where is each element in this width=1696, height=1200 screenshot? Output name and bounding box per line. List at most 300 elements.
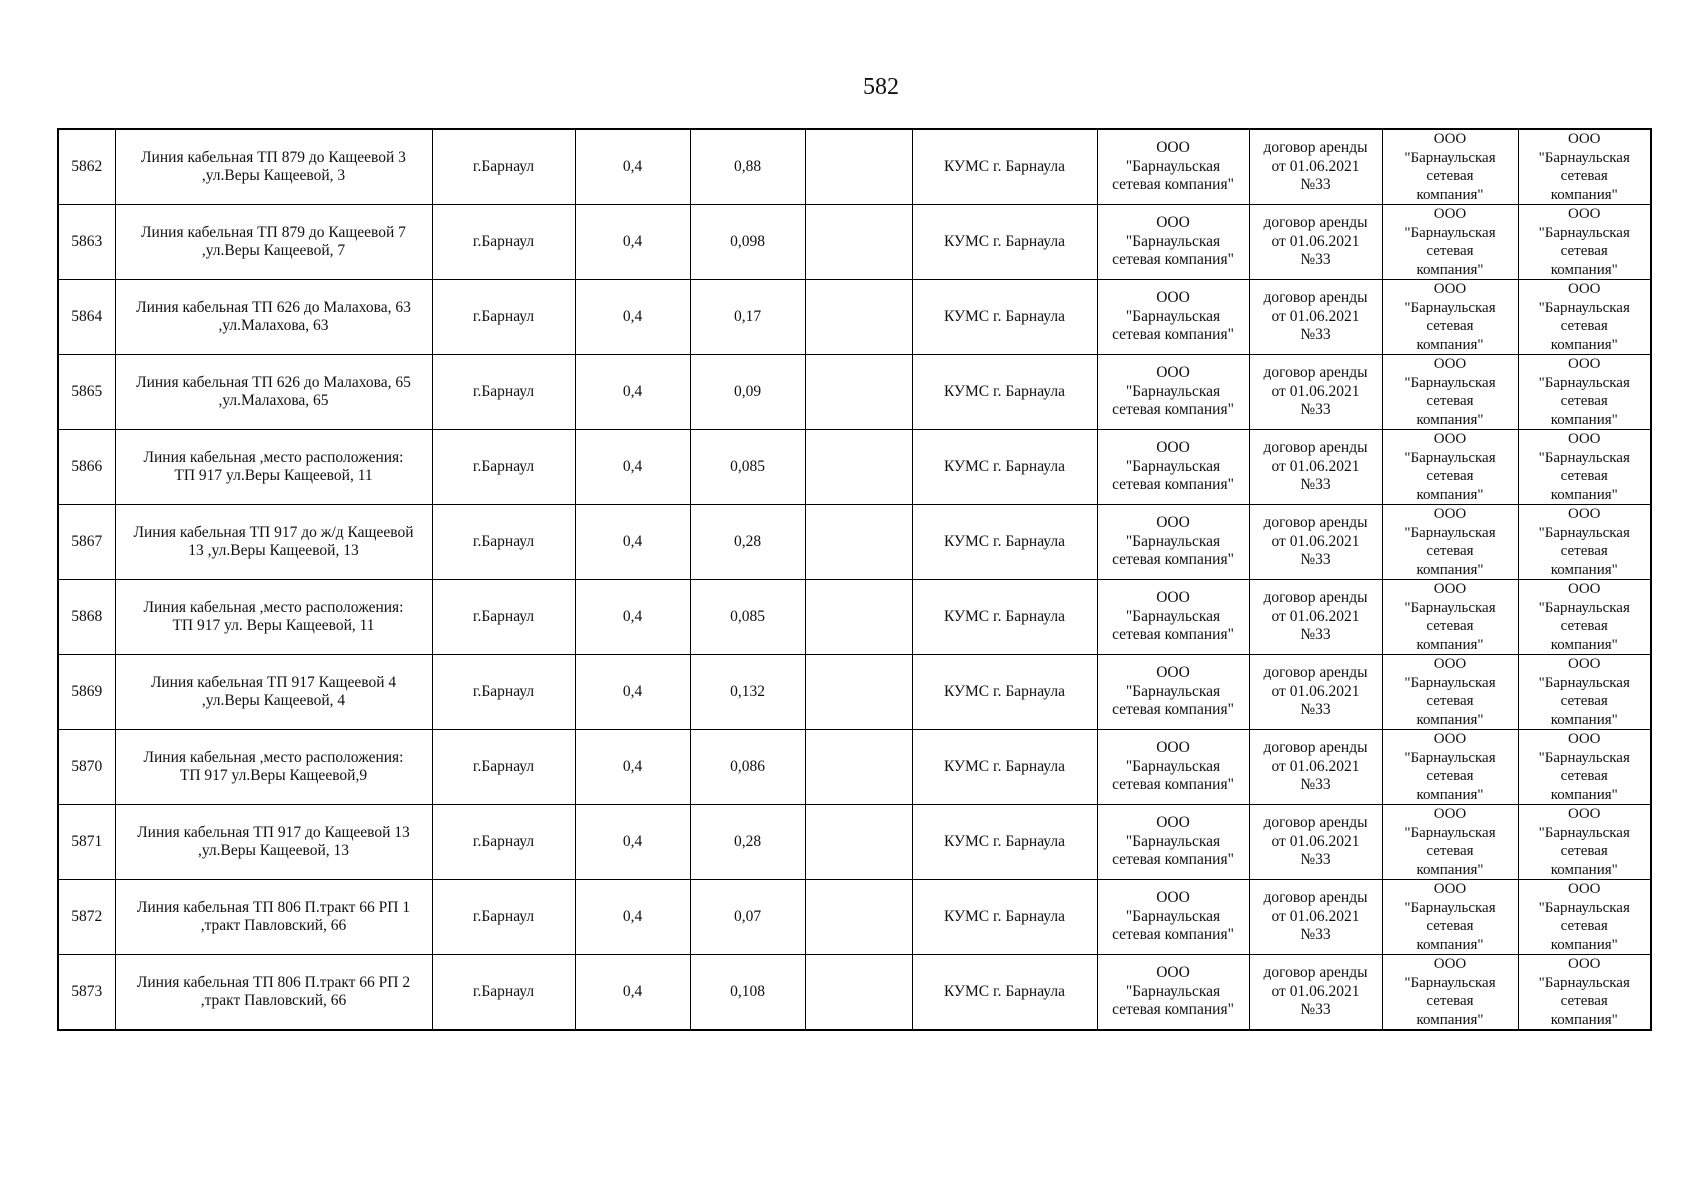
org-b-line-2: "Барнаульская: [1538, 749, 1630, 766]
length: 0,086: [730, 757, 765, 775]
length: 0,132: [730, 682, 765, 700]
city: г.Барнаул: [472, 682, 535, 700]
cell-holder: [1097, 730, 1249, 805]
cell-name: [115, 205, 432, 280]
voltage: 0,4: [622, 382, 643, 400]
table-row: [58, 655, 1651, 730]
table-row: [58, 730, 1651, 805]
cell-org-a: [1382, 355, 1518, 430]
org-b-line-4: компания": [1550, 861, 1618, 878]
org-a-line-4: компания": [1416, 861, 1484, 878]
cell-voltage: [575, 805, 690, 880]
holder-line-1: ООО: [1156, 664, 1190, 682]
cell-length: [690, 655, 805, 730]
cell-id: [58, 205, 115, 280]
cell-basis: [1249, 355, 1382, 430]
org-b-line-4: компания": [1550, 486, 1618, 503]
cell-org-a: [1382, 730, 1518, 805]
length: 0,085: [730, 607, 765, 625]
org-b-line-4: компания": [1550, 561, 1618, 578]
cell-basis: [1249, 430, 1382, 505]
cell-voltage: [575, 205, 690, 280]
name-line-1: Линия кабельная ,место расположения:: [143, 598, 404, 616]
cell-voltage: [575, 880, 690, 955]
cell-owner: [912, 355, 1097, 430]
org-a-line-4: компания": [1416, 336, 1484, 353]
basis-line-3: №33: [1300, 326, 1331, 344]
cell-extra: [805, 430, 912, 505]
holder-line-1: ООО: [1156, 964, 1190, 982]
org-a-line-2: "Барнаульская: [1404, 824, 1496, 841]
org-b-line-2: "Барнаульская: [1538, 524, 1630, 541]
org-a-line-1: ООО: [1433, 656, 1467, 672]
holder-line-1: ООО: [1156, 289, 1190, 307]
voltage: 0,4: [622, 232, 643, 250]
cell-length: [690, 805, 805, 880]
cell-owner: [912, 880, 1097, 955]
holder-line-1: ООО: [1156, 514, 1190, 532]
cell-holder: [1097, 355, 1249, 430]
city: г.Барнаул: [472, 757, 535, 775]
org-b-line-1: ООО: [1568, 956, 1601, 972]
org-b-line-1: ООО: [1568, 206, 1601, 222]
org-b-line-2: "Барнаульская: [1538, 599, 1630, 616]
name-line-1: Линия кабельная ТП 879 до Кащеевой 7: [141, 223, 406, 241]
cell-owner: [912, 730, 1097, 805]
cell-extra: [805, 505, 912, 580]
org-b-line-4: компания": [1550, 786, 1618, 803]
org-a-line-4: компания": [1416, 261, 1484, 278]
name-line-2: ,ул.Малахова, 65: [218, 392, 329, 409]
row-id: 5867: [71, 532, 103, 550]
city: г.Барнаул: [472, 982, 535, 1000]
org-a-line-4: компания": [1416, 936, 1484, 953]
row-id: 5862: [71, 157, 103, 175]
cell-voltage: [575, 355, 690, 430]
row-id: 5872: [71, 907, 103, 925]
holder-line-2: "Барнаульская: [1125, 232, 1221, 250]
cell-org-a: [1382, 430, 1518, 505]
org-a-line-1: ООО: [1433, 806, 1467, 822]
holder-line-3: сетевая компания": [1112, 176, 1234, 194]
cell-id: [58, 280, 115, 355]
register-table: [57, 128, 1652, 1031]
holder-line-1: ООО: [1156, 889, 1190, 907]
org-b-line-2: "Барнаульская: [1538, 299, 1630, 316]
org-a-line-4: компания": [1416, 636, 1484, 653]
city: г.Барнаул: [472, 532, 535, 550]
org-a-line-4: компания": [1416, 411, 1484, 428]
org-b-line-1: ООО: [1568, 881, 1601, 897]
cell-basis: [1249, 805, 1382, 880]
basis-line-2: от 01.06.2021: [1271, 682, 1360, 700]
cell-voltage: [575, 580, 690, 655]
org-a-line-4: компания": [1416, 786, 1484, 803]
basis-line-3: №33: [1300, 401, 1331, 419]
basis-line-3: №33: [1300, 701, 1331, 719]
org-b-line-4: компания": [1550, 636, 1618, 653]
row-id: 5871: [71, 832, 103, 850]
org-a-line-2: "Барнаульская: [1404, 299, 1496, 316]
name-line-1: Линия кабельная ТП 626 до Малахова, 63: [136, 298, 411, 316]
basis-line-3: №33: [1300, 851, 1331, 869]
cell-holder: [1097, 129, 1249, 205]
holder-line-3: сетевая компания": [1112, 251, 1234, 269]
city: г.Барнаул: [472, 457, 535, 475]
cell-basis: [1249, 655, 1382, 730]
basis-line-2: от 01.06.2021: [1271, 832, 1360, 850]
cell-length: [690, 205, 805, 280]
cell-name: [115, 355, 432, 430]
cell-city: [432, 205, 575, 280]
org-a-line-1: ООО: [1433, 431, 1467, 447]
cell-extra: [805, 730, 912, 805]
city: г.Барнаул: [472, 157, 535, 175]
cell-extra: [805, 955, 912, 1031]
holder-line-3: сетевая компания": [1112, 926, 1234, 944]
org-b-line-1: ООО: [1568, 806, 1601, 822]
cell-owner: [912, 129, 1097, 205]
name-line-1: Линия кабельная ТП 917 до Кащеевой 13: [137, 823, 410, 841]
org-a-line-1: ООО: [1433, 731, 1467, 747]
holder-line-3: сетевая компания": [1112, 476, 1234, 494]
holder-line-2: "Барнаульская: [1125, 832, 1221, 850]
basis-line-3: №33: [1300, 776, 1331, 794]
name-line-2: ТП 917 ул.Веры Кащеевой,9: [179, 767, 368, 784]
table-row: [58, 280, 1651, 355]
length: 0,07: [733, 907, 762, 925]
org-b-line-3: сетевая: [1560, 768, 1608, 784]
cell-owner: [912, 580, 1097, 655]
org-b-line-3: сетевая: [1560, 618, 1608, 634]
voltage: 0,4: [622, 607, 643, 625]
basis-line-2: от 01.06.2021: [1271, 982, 1360, 1000]
table-row: [58, 430, 1651, 505]
org-a-line-4: компания": [1416, 486, 1484, 503]
cell-holder: [1097, 505, 1249, 580]
owner: КУМС г. Барнаула: [944, 757, 1065, 775]
basis-line-2: от 01.06.2021: [1271, 457, 1360, 475]
org-b-line-2: "Барнаульская: [1538, 674, 1630, 691]
cell-holder: [1097, 430, 1249, 505]
owner: КУМС г. Барнаула: [944, 607, 1065, 625]
cell-basis: [1249, 955, 1382, 1031]
cell-length: [690, 505, 805, 580]
table-row: [58, 805, 1651, 880]
cell-org-b: [1518, 880, 1651, 955]
name-line-1: Линия кабельная ТП 626 до Малахова, 65: [136, 373, 411, 391]
basis-line-2: от 01.06.2021: [1271, 232, 1360, 250]
basis-line-2: от 01.06.2021: [1271, 907, 1360, 925]
cell-holder: [1097, 880, 1249, 955]
cell-org-b: [1518, 505, 1651, 580]
org-a-line-3: сетевая: [1426, 543, 1474, 559]
cell-name: [115, 655, 432, 730]
cell-org-b: [1518, 129, 1651, 205]
cell-org-b: [1518, 655, 1651, 730]
name-line-2: ТП 917 ул. Веры Кащеевой, 11: [172, 617, 375, 634]
owner: КУМС г. Барнаула: [944, 157, 1065, 175]
org-b-line-4: компания": [1550, 186, 1618, 203]
voltage: 0,4: [622, 532, 643, 550]
cell-extra: [805, 655, 912, 730]
cell-owner: [912, 280, 1097, 355]
cell-name: [115, 955, 432, 1031]
cell-holder: [1097, 955, 1249, 1031]
basis-line-2: от 01.06.2021: [1271, 532, 1360, 550]
cell-name: [115, 280, 432, 355]
org-b-line-3: сетевая: [1560, 993, 1608, 1009]
name-line-1: Линия кабельная ТП 806 П.тракт 66 РП 2: [136, 973, 411, 991]
cell-extra: [805, 205, 912, 280]
city: г.Барнаул: [472, 382, 535, 400]
basis-line-3: №33: [1300, 476, 1331, 494]
basis-line-1: договор аренды: [1263, 889, 1368, 907]
cell-org-b: [1518, 805, 1651, 880]
cell-city: [432, 129, 575, 205]
cell-id: [58, 655, 115, 730]
basis-line-2: от 01.06.2021: [1271, 607, 1360, 625]
cell-extra: [805, 880, 912, 955]
org-b-line-4: компания": [1550, 261, 1618, 278]
holder-line-2: "Барнаульская: [1125, 982, 1221, 1000]
org-a-line-2: "Барнаульская: [1404, 224, 1496, 241]
cell-org-b: [1518, 280, 1651, 355]
row-id: 5863: [71, 232, 103, 250]
cell-holder: [1097, 655, 1249, 730]
basis-line-1: договор аренды: [1263, 514, 1368, 532]
name-line-1: Линия кабельная ,место расположения:: [143, 748, 404, 766]
cell-org-a: [1382, 129, 1518, 205]
basis-line-1: договор аренды: [1263, 439, 1368, 457]
row-id: 5868: [71, 607, 103, 625]
org-b-line-1: ООО: [1568, 281, 1601, 297]
basis-line-3: №33: [1300, 1001, 1331, 1019]
cell-org-b: [1518, 355, 1651, 430]
org-a-line-4: компания": [1416, 561, 1484, 578]
basis-line-1: договор аренды: [1263, 589, 1368, 607]
cell-basis: [1249, 205, 1382, 280]
city: г.Барнаул: [472, 607, 535, 625]
basis-line-2: от 01.06.2021: [1271, 382, 1360, 400]
org-a-line-1: ООО: [1433, 356, 1467, 372]
cell-basis: [1249, 505, 1382, 580]
cell-voltage: [575, 730, 690, 805]
org-a-line-3: сетевая: [1426, 468, 1474, 484]
cell-id: [58, 580, 115, 655]
cell-city: [432, 805, 575, 880]
org-a-line-3: сетевая: [1426, 693, 1474, 709]
row-id: 5869: [71, 682, 103, 700]
cell-city: [432, 880, 575, 955]
table-row: [58, 505, 1651, 580]
holder-line-3: сетевая компания": [1112, 626, 1234, 644]
cell-owner: [912, 505, 1097, 580]
length: 0,09: [733, 382, 762, 400]
basis-line-2: от 01.06.2021: [1271, 757, 1360, 775]
cell-voltage: [575, 655, 690, 730]
basis-line-3: №33: [1300, 176, 1331, 194]
cell-id: [58, 730, 115, 805]
org-a-line-1: ООО: [1433, 131, 1467, 147]
voltage: 0,4: [622, 457, 643, 475]
cell-extra: [805, 805, 912, 880]
cell-city: [432, 730, 575, 805]
org-a-line-1: ООО: [1433, 581, 1467, 597]
org-b-line-2: "Барнаульская: [1538, 449, 1630, 466]
owner: КУМС г. Барнаула: [944, 682, 1065, 700]
cell-voltage: [575, 430, 690, 505]
voltage: 0,4: [622, 682, 643, 700]
basis-line-1: договор аренды: [1263, 214, 1368, 232]
cell-org-a: [1382, 580, 1518, 655]
org-b-line-2: "Барнаульская: [1538, 899, 1630, 916]
cell-length: [690, 280, 805, 355]
cell-id: [58, 355, 115, 430]
page-number: 582: [863, 74, 899, 100]
cell-extra: [805, 355, 912, 430]
basis-line-3: №33: [1300, 626, 1331, 644]
cell-org-a: [1382, 880, 1518, 955]
table-row: [58, 580, 1651, 655]
org-a-line-2: "Барнаульская: [1404, 374, 1496, 391]
holder-line-2: "Барнаульская: [1125, 757, 1221, 775]
basis-line-1: договор аренды: [1263, 664, 1368, 682]
cell-id: [58, 955, 115, 1031]
cell-owner: [912, 430, 1097, 505]
table-row: [58, 129, 1651, 205]
holder-line-1: ООО: [1156, 814, 1190, 832]
cell-org-a: [1382, 205, 1518, 280]
holder-line-1: ООО: [1156, 364, 1190, 382]
owner: КУМС г. Барнаула: [944, 532, 1065, 550]
holder-line-1: ООО: [1156, 589, 1190, 607]
org-a-line-3: сетевая: [1426, 393, 1474, 409]
owner: КУМС г. Барнаула: [944, 907, 1065, 925]
org-b-line-1: ООО: [1568, 131, 1601, 147]
holder-line-2: "Барнаульская: [1125, 307, 1221, 325]
city: г.Барнаул: [472, 232, 535, 250]
org-a-line-4: компания": [1416, 1011, 1484, 1028]
holder-line-3: сетевая компания": [1112, 851, 1234, 869]
table-body: [58, 129, 1651, 1030]
name-line-2: ,ул.Веры Кащеевой, 13: [197, 842, 350, 859]
holder-line-2: "Барнаульская: [1125, 157, 1221, 175]
org-b-line-1: ООО: [1568, 731, 1601, 747]
holder-line-2: "Барнаульская: [1125, 532, 1221, 550]
org-b-line-2: "Барнаульская: [1538, 824, 1630, 841]
holder-line-2: "Барнаульская: [1125, 907, 1221, 925]
holder-line-2: "Барнаульская: [1125, 382, 1221, 400]
voltage: 0,4: [622, 907, 643, 925]
cell-owner: [912, 655, 1097, 730]
org-b-line-2: "Барнаульская: [1538, 974, 1630, 991]
basis-line-1: договор аренды: [1263, 814, 1368, 832]
table-row: [58, 355, 1651, 430]
basis-line-3: №33: [1300, 926, 1331, 944]
org-b-line-1: ООО: [1568, 656, 1601, 672]
name-line-1: Линия кабельная ,место расположения:: [143, 448, 404, 466]
org-a-line-3: сетевая: [1426, 318, 1474, 334]
owner: КУМС г. Барнаула: [944, 982, 1065, 1000]
cell-city: [432, 355, 575, 430]
name-line-1: Линия кабельная ТП 806 П.тракт 66 РП 1: [136, 898, 411, 916]
org-a-line-1: ООО: [1433, 206, 1467, 222]
cell-owner: [912, 805, 1097, 880]
org-a-line-3: сетевая: [1426, 993, 1474, 1009]
cell-length: [690, 430, 805, 505]
basis-line-3: №33: [1300, 551, 1331, 569]
cell-voltage: [575, 955, 690, 1031]
cell-basis: [1249, 580, 1382, 655]
cell-org-b: [1518, 580, 1651, 655]
org-b-line-3: сетевая: [1560, 243, 1608, 259]
holder-line-3: сетевая компания": [1112, 401, 1234, 419]
basis-line-1: договор аренды: [1263, 289, 1368, 307]
cell-city: [432, 580, 575, 655]
name-line-2: ТП 917 ул.Веры Кащеевой, 11: [174, 467, 373, 484]
org-a-line-2: "Барнаульская: [1404, 599, 1496, 616]
holder-line-1: ООО: [1156, 439, 1190, 457]
city: г.Барнаул: [472, 307, 535, 325]
cell-org-b: [1518, 205, 1651, 280]
org-b-line-4: компания": [1550, 711, 1618, 728]
holder-line-3: сетевая компания": [1112, 551, 1234, 569]
cell-extra: [805, 280, 912, 355]
cell-name: [115, 880, 432, 955]
org-a-line-3: сетевая: [1426, 618, 1474, 634]
cell-length: [690, 955, 805, 1031]
cell-length: [690, 730, 805, 805]
row-id: 5865: [71, 382, 103, 400]
cell-org-a: [1382, 955, 1518, 1031]
org-b-line-2: "Барнаульская: [1538, 149, 1630, 166]
holder-line-1: ООО: [1156, 214, 1190, 232]
cell-org-b: [1518, 430, 1651, 505]
row-id: 5873: [71, 982, 103, 1000]
org-b-line-3: сетевая: [1560, 168, 1608, 184]
voltage: 0,4: [622, 832, 643, 850]
basis-line-2: от 01.06.2021: [1271, 307, 1360, 325]
cell-holder: [1097, 280, 1249, 355]
cell-length: [690, 129, 805, 205]
name-line-2: ,ул.Малахова, 63: [218, 317, 329, 334]
holder-line-2: "Барнаульская: [1125, 457, 1221, 475]
cell-id: [58, 129, 115, 205]
cell-city: [432, 955, 575, 1031]
holder-line-1: ООО: [1156, 739, 1190, 757]
basis-line-2: от 01.06.2021: [1271, 157, 1360, 175]
org-a-line-2: "Барнаульская: [1404, 149, 1496, 166]
cell-voltage: [575, 280, 690, 355]
voltage: 0,4: [622, 307, 643, 325]
owner: КУМС г. Барнаула: [944, 832, 1065, 850]
holder-line-3: сетевая компания": [1112, 326, 1234, 344]
basis-line-3: №33: [1300, 251, 1331, 269]
cell-id: [58, 880, 115, 955]
cell-city: [432, 280, 575, 355]
cell-extra: [805, 129, 912, 205]
cell-org-a: [1382, 805, 1518, 880]
length: 0,17: [733, 307, 762, 325]
cell-length: [690, 580, 805, 655]
cell-basis: [1249, 730, 1382, 805]
org-b-line-3: сетевая: [1560, 843, 1608, 859]
org-a-line-1: ООО: [1433, 281, 1467, 297]
org-b-line-1: ООО: [1568, 356, 1601, 372]
cell-extra: [805, 580, 912, 655]
length: 0,085: [730, 457, 765, 475]
